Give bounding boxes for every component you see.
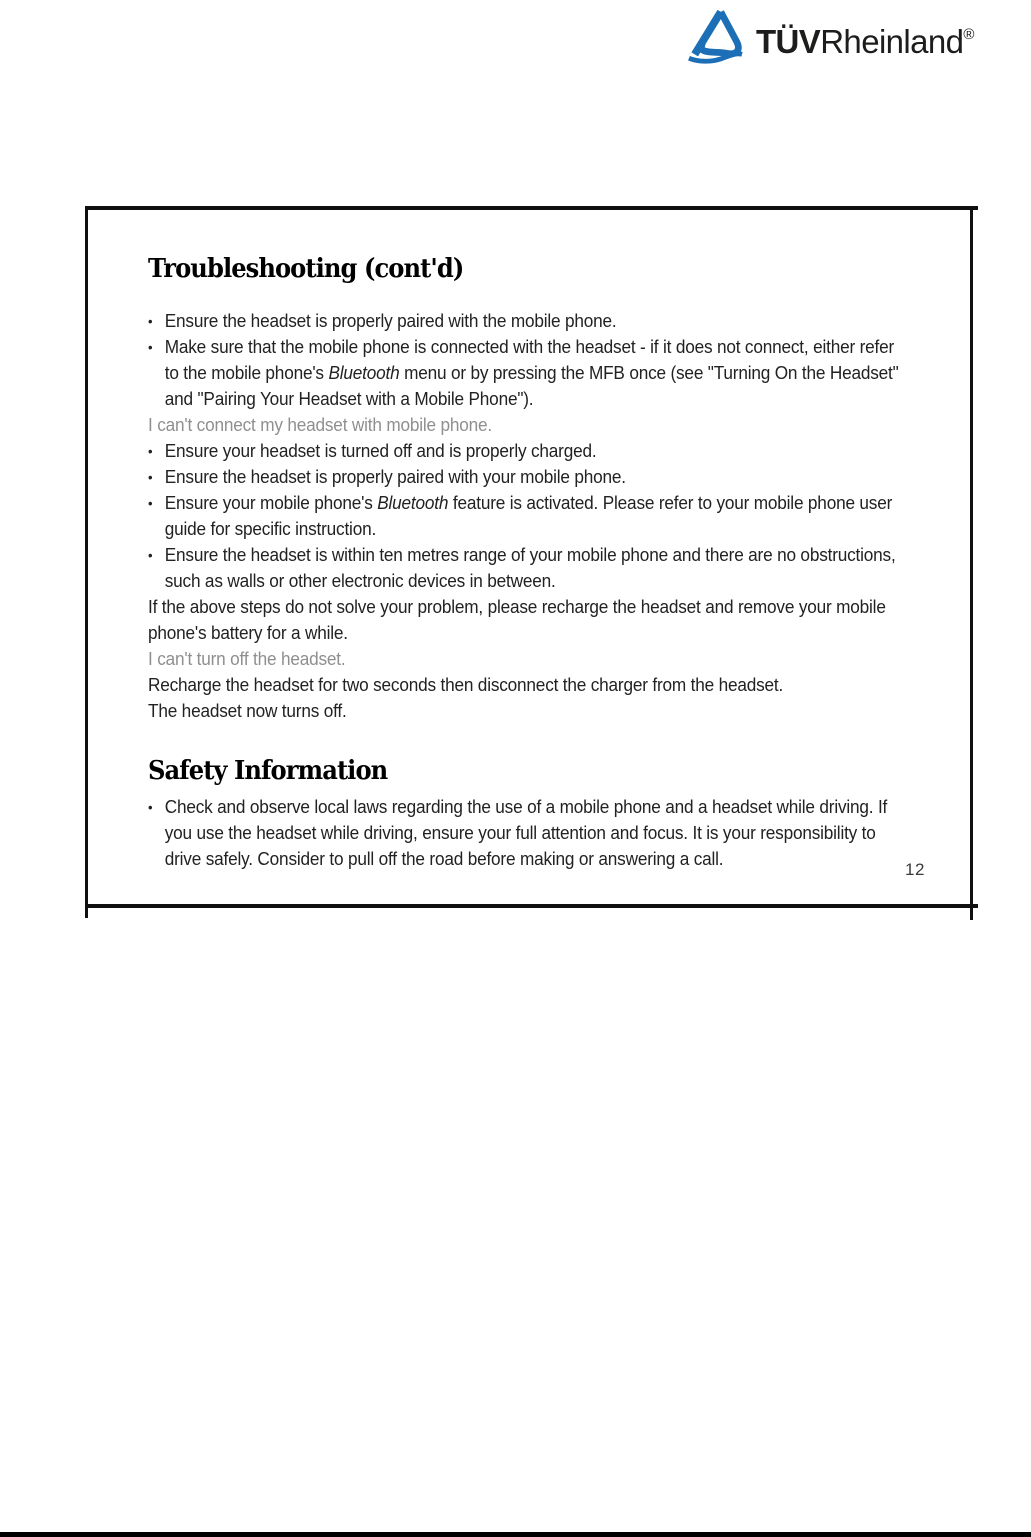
logo-tuv-text: TÜV: [756, 23, 821, 60]
content-box-border-right: [970, 206, 973, 920]
paragraph: [148, 672, 909, 698]
section-heading: Troubleshooting (cont'd): [148, 254, 464, 284]
block-text: Recharge the headset for two seconds then disconnect the charger from the headset.: [148, 674, 784, 695]
bullet-item: [148, 464, 909, 490]
bullet-item: [148, 490, 909, 542]
block-text: The headset now turns off.: [148, 700, 347, 721]
block-text: Ensure the headset is within ten metres range of your mobile phone and there are no obstructions, such as walls or other electronic devices in between.: [164, 544, 896, 591]
tuv-triangle-icon: [687, 7, 743, 65]
block-text: Check and observe local laws regarding the use of a mobile phone and a headset while driving. If you use the headset while driving, ensure your full attention and focus. It is your responsibility to drive safely. Consider to pull off the road before making or answering a call.: [164, 796, 888, 869]
issue-subheading: [148, 646, 909, 672]
block-text: Ensure your headset is turned off and is properly charged.: [164, 440, 597, 461]
content-box-border-top: [85, 206, 978, 210]
paragraph: [148, 698, 909, 724]
block-text: If the above steps do not solve your problem, please recharge the headset and remove your mobile phone's battery for a while.: [148, 596, 886, 643]
document-content: [148, 254, 909, 872]
bullet-icon: •: [148, 799, 153, 815]
block-text: I can't connect my headset with mobile phone.: [148, 414, 492, 435]
document-section: [148, 756, 909, 872]
block-text: Ensure the headset is properly paired with the mobile phone.: [164, 310, 617, 331]
registered-trademark-icon: ®: [963, 26, 974, 43]
section-heading: Safety Information: [148, 756, 388, 786]
content-box-border-left: [85, 206, 88, 918]
bullet-item: [148, 334, 909, 412]
document-section: [148, 254, 909, 724]
logo-wordmark: [756, 20, 974, 58]
page-number: 12: [905, 860, 925, 879]
block-text: Ensure your mobile phone's Bluetooth feature is activated. Please refer to your mobile phone user guide for specific instruction.: [164, 492, 893, 539]
bullet-icon: •: [148, 495, 153, 511]
paragraph: [148, 594, 909, 646]
footer-rule: [0, 1532, 1031, 1537]
bullet-icon: •: [148, 547, 153, 563]
bullet-icon: •: [148, 339, 153, 355]
block-text: Ensure the headset is properly paired with your mobile phone.: [164, 466, 626, 487]
issue-subheading: [148, 412, 909, 438]
content-box-border-bottom: [85, 904, 978, 908]
document-sections: [148, 254, 909, 872]
bullet-icon: •: [148, 443, 153, 459]
bullet-item: [148, 308, 909, 334]
tuv-rheinland-logo: [687, 7, 974, 65]
bullet-item: [148, 542, 909, 594]
block-text: I can't turn off the headset.: [148, 648, 346, 669]
bullet-item: [148, 438, 909, 464]
logo-rheinland-text: Rheinland: [820, 23, 964, 60]
bullet-icon: •: [148, 313, 153, 329]
bullet-icon: •: [148, 469, 153, 485]
block-text: Make sure that the mobile phone is connected with the headset - if it does not connect, either refer to the mobile phone's Bluetooth menu or by pressing the MFB once (see "Turning On the Headset" and "Pairing Your Headset with a Mobile Phone").: [164, 336, 899, 409]
bullet-item: [148, 794, 909, 872]
